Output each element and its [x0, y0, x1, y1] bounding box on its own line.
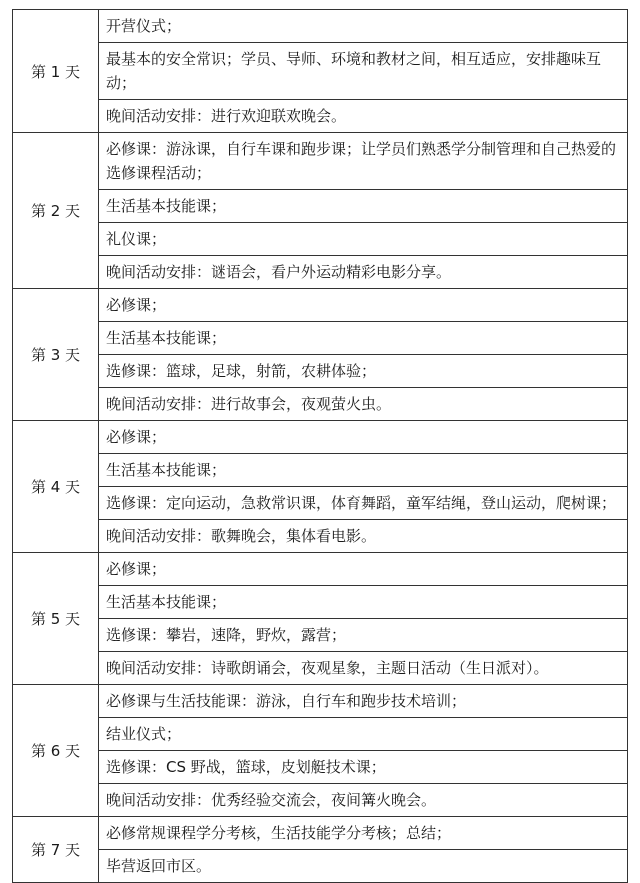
table-row — [13, 256, 628, 289]
table-row — [13, 586, 628, 619]
schedule-item-text: 必修课：游泳课，自行车课和跑步课；让学员们熟悉学分制管理和自己热爱的选修课程活动； — [106, 140, 617, 182]
table-row — [13, 289, 628, 322]
schedule-item-cell — [99, 10, 628, 43]
table-row — [13, 100, 628, 133]
schedule-item-text: 必修课； — [106, 296, 167, 314]
schedule-item-text: 结业仪式； — [106, 725, 182, 743]
schedule-item-text: 必修课； — [106, 560, 167, 578]
table-row — [13, 751, 628, 784]
table-row — [13, 454, 628, 487]
schedule-body — [13, 10, 628, 883]
schedule-item-text: 生活基本技能课； — [106, 329, 227, 347]
day-label: 第 4 天 — [13, 421, 99, 553]
table-row — [13, 421, 628, 454]
table-row — [13, 817, 628, 850]
table-row — [13, 850, 628, 883]
schedule-item-cell — [99, 553, 628, 586]
schedule-item-cell — [99, 586, 628, 619]
table-row — [13, 355, 628, 388]
schedule-item-cell — [99, 355, 628, 388]
schedule-item-cell — [99, 817, 628, 850]
table-row — [13, 619, 628, 652]
table-row — [13, 520, 628, 553]
schedule-item-text: 晚间活动安排：诗歌朗诵会，夜观星象，主题日活动（生日派对）。 — [106, 659, 549, 677]
schedule-item-cell — [99, 520, 628, 553]
table-row — [13, 784, 628, 817]
schedule-item-text: 开营仪式； — [106, 17, 182, 35]
schedule-item-text: 毕营返回市区。 — [106, 857, 212, 875]
day-label: 第 3 天 — [13, 289, 99, 421]
schedule-table — [12, 9, 628, 883]
schedule-item-cell — [99, 652, 628, 685]
schedule-item-text: 礼仪课； — [106, 230, 167, 248]
schedule-item-text: 生活基本技能课； — [106, 461, 227, 479]
table-row — [13, 487, 628, 520]
table-row — [13, 190, 628, 223]
schedule-item-cell — [99, 619, 628, 652]
schedule-item-text: 晚间活动安排：进行欢迎联欢晚会。 — [106, 107, 347, 125]
schedule-item-text: 必修课与生活技能课：游泳，自行车和跑步技术培训； — [106, 692, 467, 710]
schedule-item-text: 晚间活动安排：优秀经验交流会，夜间篝火晚会。 — [106, 791, 437, 809]
schedule-item-cell — [99, 784, 628, 817]
table-row — [13, 652, 628, 685]
schedule-item-cell — [99, 322, 628, 355]
schedule-item-text: 选修课：篮球，足球，射箭，农耕体验； — [106, 362, 377, 380]
schedule-item-text: 最基本的安全常识；学员、导师、环境和教材之间，相互适应，安排趣味互动； — [106, 50, 602, 92]
schedule-item-cell — [99, 850, 628, 883]
day-label: 第 6 天 — [13, 685, 99, 817]
table-row — [13, 388, 628, 421]
schedule-item-cell — [99, 256, 628, 289]
day-label: 第 7 天 — [13, 817, 99, 883]
schedule-item-cell — [99, 751, 628, 784]
schedule-item-cell — [99, 133, 628, 190]
schedule-item-text: 必修课； — [106, 428, 167, 446]
table-row — [13, 322, 628, 355]
day-label: 第 2 天 — [13, 133, 99, 289]
schedule-item-text: 选修课：定向运动，急救常识课，体育舞蹈，童军结绳，登山运动，爬树课； — [106, 494, 617, 512]
table-row — [13, 10, 628, 43]
schedule-item-text: 晚间活动安排：歌舞晚会，集体看电影。 — [106, 527, 377, 545]
day-label: 第 5 天 — [13, 553, 99, 685]
schedule-item-cell — [99, 190, 628, 223]
table-row — [13, 718, 628, 751]
schedule-item-text: 晚间活动安排：进行故事会，夜观萤火虫。 — [106, 395, 392, 413]
table-row — [13, 133, 628, 190]
schedule-item-cell — [99, 43, 628, 100]
schedule-item-text: 生活基本技能课； — [106, 197, 227, 215]
schedule-item-text: 必修常规课程学分考核，生活技能学分考核；总结； — [106, 824, 452, 842]
schedule-item-text: 生活基本技能课； — [106, 593, 227, 611]
table-row — [13, 223, 628, 256]
table-row — [13, 43, 628, 100]
schedule-item-cell — [99, 421, 628, 454]
schedule-item-text: 晚间活动安排：谜语会，看户外运动精彩电影分享。 — [106, 263, 452, 281]
schedule-item-text: 选修课：攀岩，速降，野炊，露营； — [106, 626, 347, 644]
table-row — [13, 553, 628, 586]
schedule-item-cell — [99, 487, 628, 520]
table-row — [13, 685, 628, 718]
schedule-item-cell — [99, 718, 628, 751]
day-label: 第 1 天 — [13, 10, 99, 133]
schedule-item-cell — [99, 388, 628, 421]
schedule-item-text: 选修课：CS 野战，篮球，皮划艇技术课； — [106, 758, 386, 776]
schedule-item-cell — [99, 100, 628, 133]
schedule-item-cell — [99, 223, 628, 256]
schedule-item-cell — [99, 454, 628, 487]
schedule-item-cell — [99, 289, 628, 322]
schedule-item-cell — [99, 685, 628, 718]
